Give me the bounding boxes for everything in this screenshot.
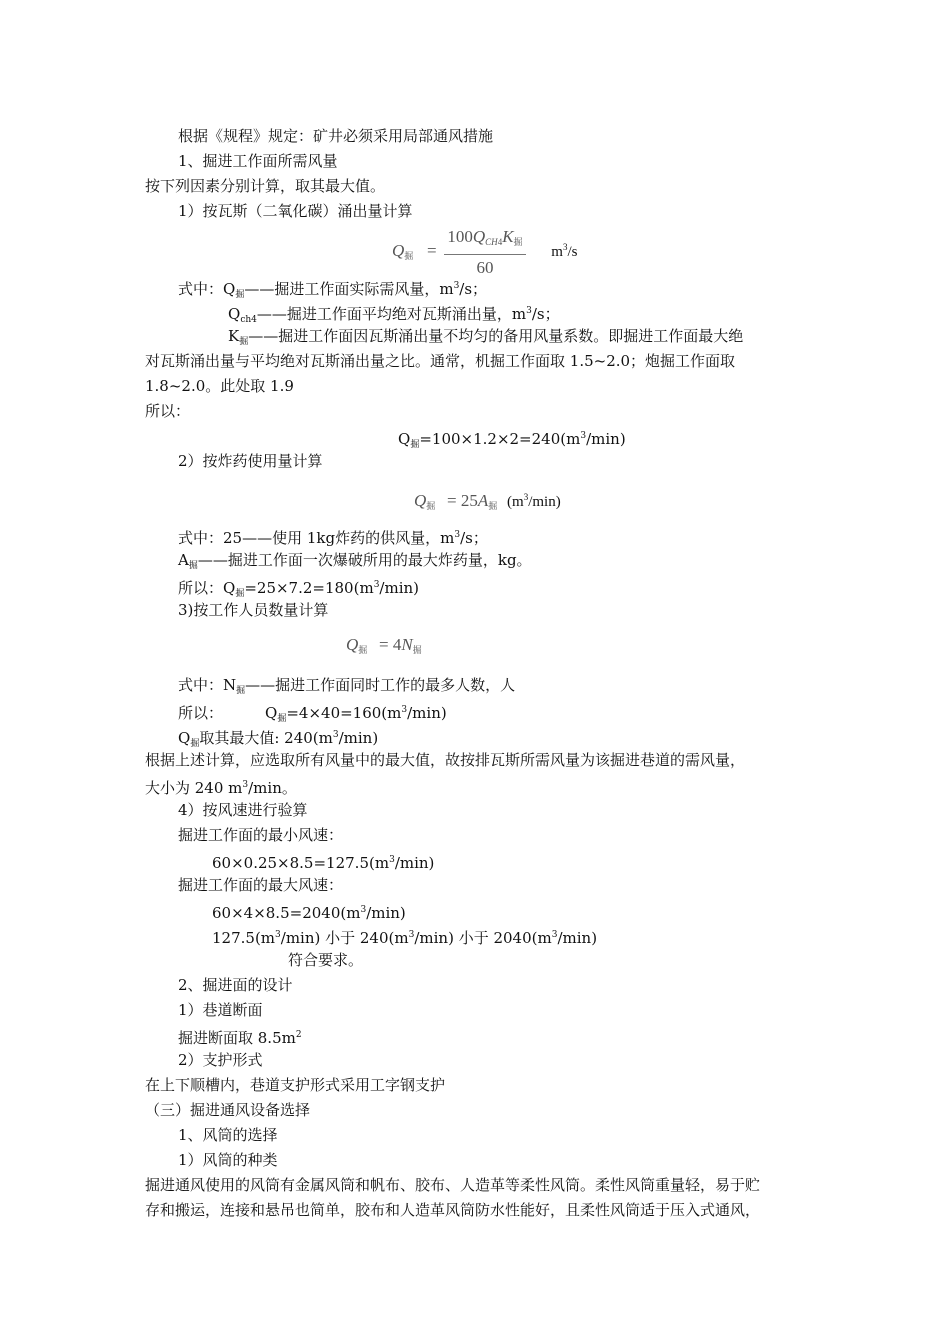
subsection-heading: 3)按工作人员数量计算 <box>178 601 329 619</box>
text-line: 大小为 240 $m^3/\min$。 <box>145 779 297 797</box>
formula-personnel: $Q_掘 = 4N_掘$ <box>346 635 422 655</box>
calc-line: $60\times 4\times 8.5=2040(m^3/\min)$ <box>212 904 406 922</box>
subsection-heading: 1）按瓦斯（二氧化碳）涌出量计算 <box>178 202 413 220</box>
text-line: 在上下顺槽内，巷道支护形式采用工字钢支护 <box>145 1076 446 1094</box>
subsection-heading: 4）按风速进行验算 <box>178 801 308 819</box>
text-line: 根据上述计算，应选取所有风量中的最大值，故按排瓦斯所需风量为该掘进巷道的需风量， <box>145 751 746 769</box>
text-line: 式中：25——使用 1kg炸药的供风量，$m^3/s$； <box>178 529 488 547</box>
calc-line: $60\times 0.25\times 8.5=127.5(m^3/\min)$ <box>212 854 435 872</box>
text-line: 式中：$Q_掘——$掘进工作面实际需风量，$m^3/s$； <box>178 280 488 300</box>
subsection-heading: 2）按炸药使用量计算 <box>178 452 323 470</box>
formula-explosive: $Q_掘 = 25A_掘$ $(m^3/\min)$ <box>414 491 561 511</box>
text-line: 掘进工作面的最小风速： <box>178 826 344 844</box>
calc-line: 所以：$Q_掘=25\times 7.2=180(m^3/\min)$ <box>178 579 420 599</box>
text-line: 1.8~2.0。此处取 1.9 <box>145 377 294 395</box>
formula-methane: $Q_掘$ = $\frac{100Q_{CH4}K_掘}{60}$ $m^3/s$ <box>392 227 578 277</box>
text-line: 掘进工作面的最大风速： <box>178 876 344 894</box>
text-line: 按下列因素分别计算，取其最大值。 <box>145 177 386 195</box>
text-line: $K_掘——$掘进工作面因瓦斯涌出量不均匀的备用风量系数。即掘进工作面最大绝 <box>228 327 744 347</box>
calc-line: $Q_掘$取其最大值: $240(m^3/\min)$ <box>178 729 379 749</box>
section-heading: 2、掘进面的设计 <box>178 976 293 994</box>
text-line: 掘进通风使用的风筒有金属风筒和帆布、胶布、人造革等柔性风筒。柔性风筒重量轻，易于贮 <box>145 1176 761 1194</box>
comparison-line: $127.5(m^3/\min)$ 小于 $240(m^3/\min)$ 小于 $2040(m^3/\min)$ <box>212 929 598 947</box>
fraction: $\frac{100Q_{CH4}K_掘}{60}$ <box>444 226 525 279</box>
text-line: 对瓦斯涌出量与平均绝对瓦斯涌出量之比。通常，机掘工作面取 1.5~2.0；炮掘工作面取 <box>145 352 736 370</box>
section-heading: （三）掘进通风设备选择 <box>145 1101 311 1119</box>
subsection-heading: 1）巷道断面 <box>178 1001 263 1019</box>
text-line: $A_掘——$掘进工作面一次爆破所用的最大炸药量，kg。 <box>178 551 532 571</box>
subsection-heading: 2）支护形式 <box>178 1051 263 1069</box>
subsection-heading: 1）风筒的种类 <box>178 1151 278 1169</box>
section-heading: 1、掘进工作面所需风量 <box>178 152 338 170</box>
text-line: 所以： <box>145 402 191 420</box>
text-line: 存和搬运，连接和悬吊也简单，胶布和人造革风筒防水性能好，且柔性风筒适于压入式通风， <box>145 1201 761 1219</box>
calc-line: 所以： $Q_掘=4\times 40=160(m^3/\min)$ <box>178 704 447 724</box>
text-line: 根据《规程》规定：矿井必须采用局部通风措施 <box>178 127 494 145</box>
text-line: 掘进断面取 $8.5m^2$ <box>178 1029 302 1047</box>
text-line: 符合要求。 <box>288 951 364 969</box>
section-heading: 1、风筒的选择 <box>178 1126 278 1144</box>
text-line: $Q_{ch4}——$掘进工作面平均绝对瓦斯涌出量，$m^3/s$； <box>228 305 560 325</box>
text-line: 式中：$N_掘——$掘进工作面同时工作的最多人数，人 <box>178 676 516 696</box>
calc-line: $Q_掘=100\times 1.2\times 2=240(m^3/\min)$ <box>398 430 626 450</box>
